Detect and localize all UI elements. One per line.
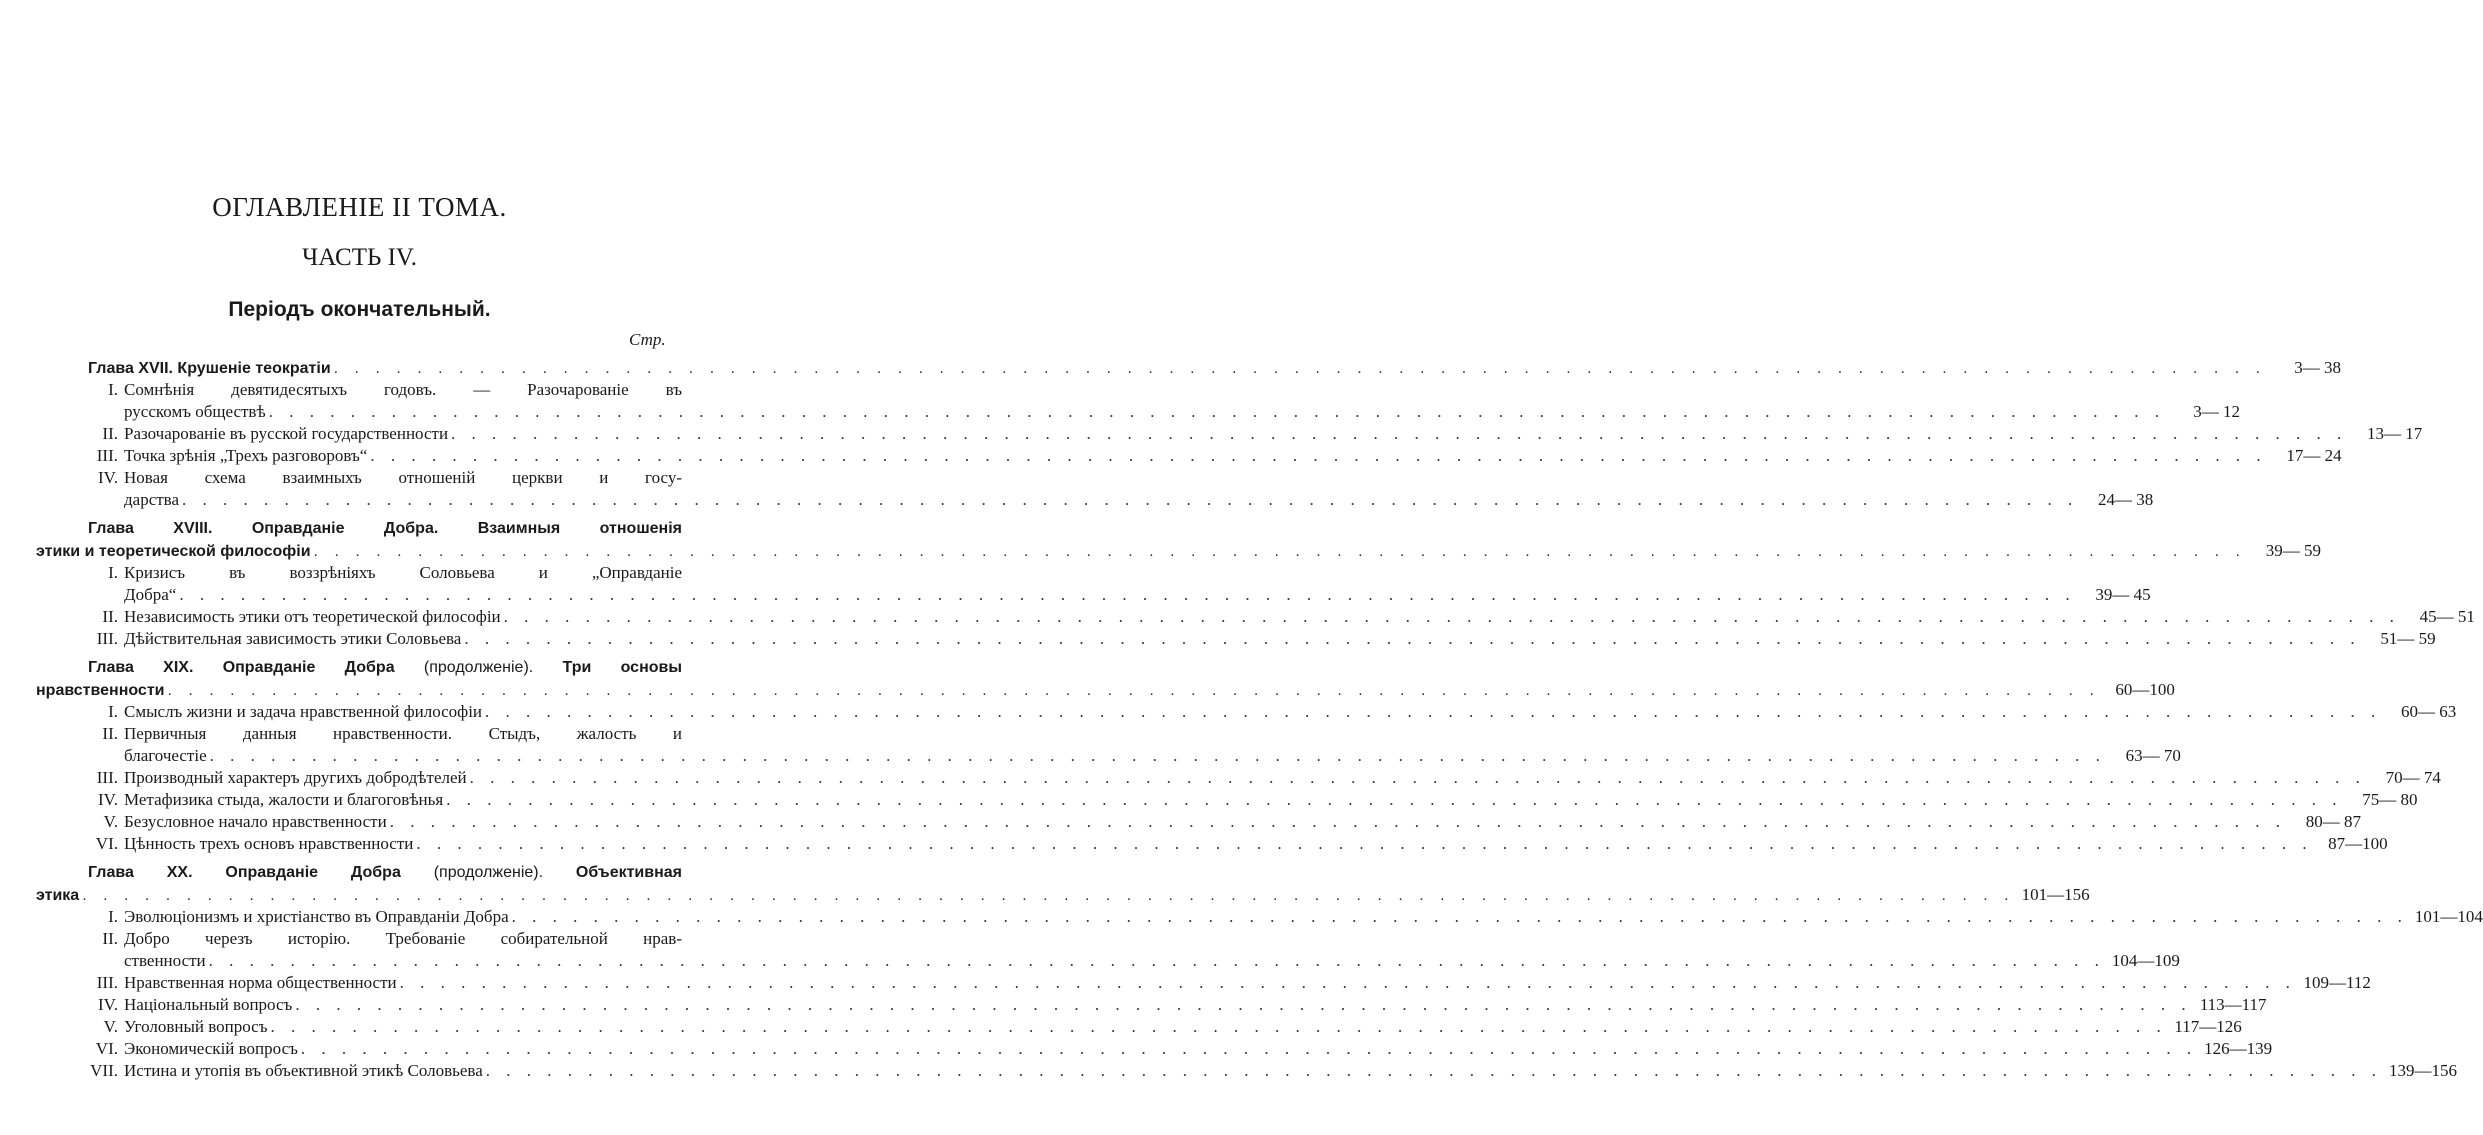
table-of-contents: [36, 357, 2483, 1082]
toc-entry-line: [88, 994, 2267, 1016]
dot-leader: [210, 745, 2106, 767]
toc-chapter-line: [36, 540, 2321, 562]
toc-page-range: 63— 70: [2125, 746, 2181, 765]
toc-entry-line: [88, 906, 2483, 928]
toc-chapter-title: [88, 657, 682, 679]
toc-entry-number: I.: [108, 563, 118, 582]
toc-page-range: 24— 38: [2098, 490, 2154, 509]
toc-entry-line: [88, 628, 2436, 650]
toc-entry-number: I.: [108, 380, 118, 399]
toc-entry-title: Дѣйствительная зависимость этики Соловьева: [124, 629, 462, 648]
toc-entry-title: Метафизика стыда, жалости и благоговѣнья: [124, 790, 444, 809]
dot-leader: [168, 680, 2100, 702]
page-title: ОГЛАВЛЕНІЕ II ТОМА.: [212, 192, 507, 222]
toc-page-range: 60—100: [2115, 680, 2175, 699]
dot-leader: [295, 994, 2191, 1016]
toc-page-range: 139—156: [2389, 1061, 2458, 1080]
toc-entry-line: [88, 489, 2154, 511]
toc-entry-title: Разочарованіе въ русской государственности: [124, 424, 449, 443]
toc-entry-title: Смыслъ жизни и задача нравственной философіи: [124, 702, 483, 721]
dot-leader: [301, 1038, 2197, 1060]
toc-entry-title: благочестіе: [124, 746, 207, 765]
toc-chapter-line: [88, 357, 2342, 379]
toc-chapter-title: [88, 862, 682, 884]
pages-column-label: Стр.: [629, 330, 666, 349]
dot-leader: [400, 972, 2296, 994]
dot-leader: [512, 906, 2408, 928]
dot-leader: [271, 1016, 2167, 1038]
toc-page-range: 17— 24: [2286, 446, 2342, 465]
dot-leader: [334, 358, 2266, 380]
toc-page-range: 39— 59: [2265, 541, 2321, 560]
toc-page-range: 101—104: [2414, 907, 2483, 926]
toc-entry-title: Эволюціонизмъ и христіанство въ Оправданіи Добра: [124, 907, 509, 926]
toc-chapter-title-part: Глава XVII. Крушеніе теократіи: [88, 360, 331, 377]
toc-entry-title: Безусловное начало нравственности: [124, 812, 387, 831]
toc-chapter-title: [88, 518, 682, 540]
part-heading: ЧАСТЬ IV.: [301, 244, 417, 271]
toc-entry-number: V.: [103, 812, 118, 831]
toc-entry-line: [88, 1038, 2273, 1060]
dot-leader: [470, 767, 2366, 789]
toc-page-range: 87—100: [2328, 834, 2388, 853]
toc-entry-title: Новая схема взаимныхъ отношеній церкви и госу-: [124, 468, 682, 487]
toc-entry-line: [88, 562, 682, 584]
toc-chapter-line: [88, 518, 682, 540]
dot-leader: [486, 1060, 2382, 1082]
dot-leader: [269, 401, 2165, 423]
toc-entry-line: [88, 423, 2423, 445]
toc-chapter-title: [36, 541, 311, 563]
toc-entry-number: VII.: [90, 1061, 118, 1080]
toc-entry-line: [88, 745, 2181, 767]
toc-entry-line: [88, 379, 682, 401]
toc-page-range: 80— 87: [2305, 812, 2361, 831]
toc-entry-line: [88, 445, 2342, 467]
toc-entry-number: III.: [96, 629, 118, 648]
toc-entry-number: II.: [102, 929, 118, 948]
toc-entry-line: [88, 1016, 2242, 1038]
dot-leader: [504, 606, 2400, 628]
toc-entry-line: [88, 950, 2180, 972]
toc-entry-title: русскомъ обществѣ: [124, 402, 266, 421]
toc-entry-number: I.: [108, 907, 118, 926]
toc-entry-title: Независимость этики отъ теоретической философіи: [124, 607, 501, 626]
toc-entry-line: [88, 401, 2240, 423]
toc-chapter-title: [36, 885, 79, 907]
toc-entry-title: Истина и утопія въ объективной этикѣ Соловьева: [124, 1061, 483, 1080]
toc-entry-line: [88, 789, 2418, 811]
dot-leader: [314, 541, 2246, 563]
toc-chapter-title-part: этики и теоретической философіи: [36, 543, 311, 560]
toc-entry-number: II.: [102, 724, 118, 743]
dot-leader: [451, 423, 2347, 445]
toc-page-range: 104—109: [2111, 951, 2180, 970]
toc-page-range: 113—117: [2199, 995, 2267, 1014]
toc-entry-line: [88, 584, 2151, 606]
toc-page-range: 109—112: [2303, 973, 2371, 992]
toc-entry-title: Добра“: [124, 585, 177, 604]
dot-leader: [464, 628, 2360, 650]
toc-entry-number: VI.: [95, 1039, 118, 1058]
toc-entry-number: III.: [96, 768, 118, 787]
toc-page-range: 51— 59: [2380, 629, 2436, 648]
toc-entry-line: [88, 833, 2388, 855]
toc-entry-title: Экономическій вопросъ: [124, 1039, 298, 1058]
toc-chapter-title: [88, 358, 331, 380]
dot-leader: [179, 584, 2075, 606]
toc-entry-number: V.: [103, 1017, 118, 1036]
toc-entry-title: дарства: [124, 490, 180, 509]
toc-page-range: 75— 80: [2362, 790, 2418, 809]
toc-chapter-title-part: Глава XVIII. Оправданіе Добра. Взаимныя отношенія: [88, 520, 682, 537]
toc-page-range: 39— 45: [2095, 585, 2151, 604]
toc-entry-line: [88, 811, 2361, 833]
toc-entry-line: [88, 701, 2457, 723]
toc-entry-number: III.: [96, 446, 118, 465]
toc-page-range: 117—126: [2174, 1017, 2242, 1036]
toc-chapter-title-part: нравственности: [36, 682, 165, 699]
toc-entry-title: Сомнѣнія девятидесятыхъ годовъ. — Разочарованіе въ: [124, 380, 682, 399]
toc-page-range: 13— 17: [2367, 424, 2423, 443]
toc-entry-title: Добро черезъ исторію. Требованіе собирательной нрав-: [124, 929, 682, 948]
toc-entry-line: [88, 723, 682, 745]
toc-entry-line: [88, 1060, 2458, 1082]
dot-leader: [82, 885, 2014, 907]
toc-entry-title: Уголовный вопросъ: [124, 1017, 268, 1036]
toc-entry-line: [88, 606, 2475, 628]
period-heading: Періодъ окончательный.: [228, 298, 491, 321]
toc-entry-number: IV.: [98, 468, 118, 487]
toc-chapter-title-part: Глава XX. Оправданіе Добра: [88, 864, 434, 881]
dot-leader: [446, 789, 2342, 811]
toc-page-range: 3— 38: [2294, 358, 2342, 377]
toc-entry-number: I.: [108, 702, 118, 721]
toc-chapter-title-part: (продолженіе).: [423, 659, 563, 676]
toc-chapter-line: [36, 679, 2175, 701]
toc-entry-number: II.: [102, 424, 118, 443]
toc-page-range: 45— 51: [2419, 607, 2475, 626]
toc-entry-line: [88, 928, 682, 950]
toc-chapter-title-part: Три основы: [562, 659, 683, 676]
toc-chapter-line: [88, 657, 682, 679]
toc-page-range: 60— 63: [2401, 702, 2457, 721]
toc-entry-number: II.: [102, 607, 118, 626]
toc-chapter-line: [36, 884, 2090, 906]
dot-leader: [390, 811, 2286, 833]
toc-entry-title: Нравственная норма общественности: [124, 973, 397, 992]
dot-leader: [485, 701, 2381, 723]
toc-chapter-title-part: Глава XIX. Оправданіе Добра: [88, 659, 424, 676]
toc-page-range: 101—156: [2021, 885, 2090, 904]
toc-chapter-title: [36, 680, 165, 702]
toc-entry-line: [88, 467, 682, 489]
toc-chapter-line: [88, 862, 682, 884]
toc-entry-line: [88, 972, 2371, 994]
toc-entry-number: IV.: [98, 995, 118, 1014]
toc-entry-title: Производный характеръ другихъ добродѣтелей: [124, 768, 467, 787]
toc-chapter-title-part: этика: [36, 887, 80, 904]
toc-chapter-title-part: (продолженіе).: [433, 864, 576, 881]
toc-entry-title: Точка зрѣнія „Трехъ разговоровъ“: [124, 446, 368, 465]
toc-entry-number: III.: [96, 973, 118, 992]
dot-leader: [182, 489, 2078, 511]
toc-entry-title: Кризисъ въ воззрѣніяхъ Соловьева и „Оправданіе: [124, 563, 682, 582]
dot-leader: [209, 950, 2105, 972]
toc-page-range: 126—139: [2204, 1039, 2273, 1058]
toc-entry-title: Національный вопросъ: [124, 995, 293, 1014]
toc-chapter-title-part: Объективная: [575, 864, 682, 881]
dot-leader: [370, 445, 2266, 467]
toc-entry-title: Цѣнность трехъ основъ нравственности: [124, 834, 414, 853]
toc-entry-number: IV.: [98, 790, 118, 809]
toc-entry-line: [88, 767, 2441, 789]
toc-entry-number: VI.: [95, 834, 118, 853]
toc-entry-title: ственности: [124, 951, 206, 970]
toc-page-range: 3— 12: [2193, 402, 2240, 421]
toc-page-range: 70— 74: [2385, 768, 2441, 787]
dot-leader: [416, 833, 2312, 855]
toc-entry-title: Первичныя данныя нравственности. Стыдъ, жалость и: [124, 724, 682, 743]
